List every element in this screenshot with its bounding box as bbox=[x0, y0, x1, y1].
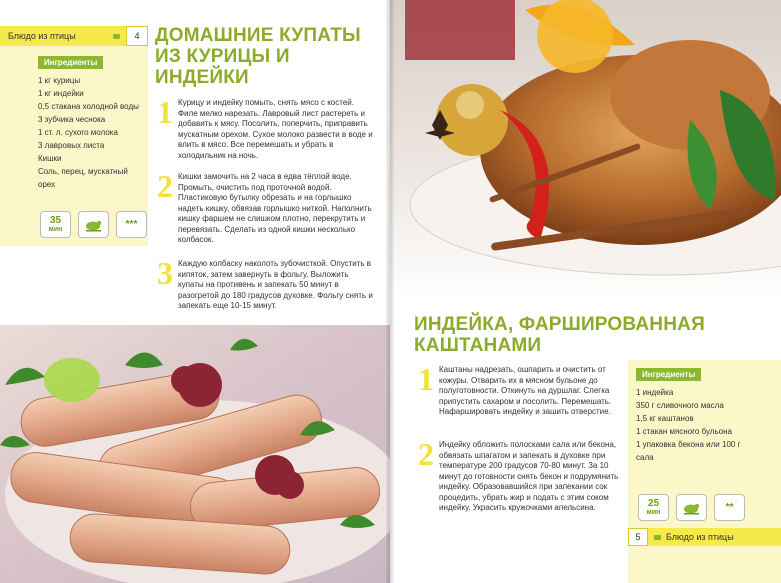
ingredient-item: 1 кг индейки bbox=[38, 89, 84, 98]
ingredients-panel bbox=[628, 360, 781, 583]
ingredients-label: Ингредиенты bbox=[636, 368, 701, 381]
recipe-meta bbox=[40, 211, 147, 238]
cook-time-badge bbox=[638, 494, 669, 521]
section-title: Блюдо из птицы bbox=[666, 532, 734, 542]
cook-time-badge bbox=[40, 211, 71, 238]
section-header bbox=[0, 26, 148, 46]
ingredient-item: 1 стакан мясного бульона bbox=[636, 427, 732, 436]
cook-time-unit: мин bbox=[646, 508, 661, 516]
section-marker-icon bbox=[113, 34, 120, 39]
ingredient-item: 1 упаковка бекона или 100 г сала bbox=[636, 440, 741, 462]
ingredient-item: 1 ст. л. сухого молока bbox=[38, 128, 118, 137]
step-number: 3 bbox=[157, 255, 173, 291]
ingredient-item: Соль, перец, мускатный орех bbox=[38, 167, 128, 189]
ingredients-list bbox=[38, 74, 144, 191]
roast-bird-icon bbox=[676, 494, 707, 521]
step-number: 2 bbox=[157, 168, 173, 204]
step-number: 1 bbox=[418, 361, 434, 397]
ingredient-item: Кишки bbox=[38, 154, 62, 163]
ingredients-label: Ингредиенты bbox=[38, 56, 103, 69]
roast-turkey-photo bbox=[390, 0, 781, 300]
recipe-meta bbox=[638, 494, 745, 521]
ingredient-item: 3 лавровых листа bbox=[38, 141, 105, 150]
ingredient-item: 1 кг курицы bbox=[38, 76, 81, 85]
left-page bbox=[0, 0, 390, 583]
section-header bbox=[628, 528, 781, 546]
recipe-title: ДОМАШНИЕ КУПАТЫ ИЗ КУРИЦЫ И ИНДЕЙКИ bbox=[155, 25, 361, 88]
ingredient-item: 3 зубчика чеснока bbox=[38, 115, 106, 124]
recipe-title: ИНДЕЙКА, ФАРШИРОВАННАЯ КАШТАНАМИ bbox=[414, 314, 705, 356]
book-spine bbox=[386, 0, 394, 583]
roast-bird-icon bbox=[78, 211, 109, 238]
ingredient-item: 1,5 кг каштанов bbox=[636, 414, 694, 423]
difficulty-badge bbox=[116, 211, 147, 238]
page-number: 5 bbox=[628, 528, 648, 546]
sausages-photo bbox=[0, 325, 390, 583]
ingredient-item: 0,5 стакана холодной воды bbox=[38, 102, 139, 111]
page-number: 4 bbox=[126, 26, 148, 46]
step-text: Каждую колбаску наколоть зубочисткой. Опустить в кипяток, затем завернуть в фольгу. Выложить купаты на противень и запекать 50 минут в разогретой до 180 градусов духовке. Фольгу снять и запекать еще 10-15 минут. bbox=[178, 259, 373, 310]
step-text: Индейку обложить полосками сала или бекона, обвязать шпагатом и запекать в духовке при температуре 200 градусов 70-80 минут. За 10 минут до готовности снять бекон и подрумянить индейку. Образовавшийся при запекании сок процедить, убрать жир и подать с этим соком индейку. Украсить кружочками апельсина. bbox=[439, 440, 619, 512]
difficulty-stars: *** bbox=[125, 219, 138, 230]
difficulty-stars: ** bbox=[725, 502, 734, 513]
cook-time-unit: мин bbox=[48, 225, 63, 233]
cook-time-value: 35 bbox=[49, 214, 62, 226]
step-number: 2 bbox=[418, 436, 434, 472]
section-title: Блюдо из птицы bbox=[8, 31, 76, 41]
step-text: Кишки замочить на 2 часа в едва тёплой воде. Промыть, очистить под проточной водой. Пластиковую бутылку обрезать и на горлышко надеть кишку, обвязав горлышко ниткой. Наполнить кишку фаршем не слишком плотно, перекрутить и перевязать. Сделать из одной кишки несколько колбасок. bbox=[178, 172, 372, 244]
step-text: Каштаны надрезать, ошпарить и очистить от кожуры. Отварить их в мясном бульоне до полуготовности. Откинуть на дуршлаг. Слегка припустить сахаром и посолить. Перемешать. Нафаршировать индейку и зашить отверстие. bbox=[439, 365, 612, 416]
cook-time-value: 25 bbox=[647, 497, 660, 509]
ingredient-item: 1 индейка bbox=[636, 388, 674, 397]
step-number: 1 bbox=[157, 94, 173, 130]
ingredients-list bbox=[636, 386, 746, 464]
right-page bbox=[390, 0, 781, 583]
difficulty-badge bbox=[714, 494, 745, 521]
step-text: Курицу и индейку помыть, снять мясо с костей. Филе мелко нарезать. Лавровый лист растереть и добавить к мясу. Посолить, поперчить, приправить мускатным орехом. Сухое молоко развести в воде и влить в мясо. Все перемешать и убрать в холодильник на ночь. bbox=[178, 98, 373, 160]
section-marker-icon bbox=[654, 535, 661, 540]
ingredient-item: 350 г сливочного масла bbox=[636, 401, 724, 410]
